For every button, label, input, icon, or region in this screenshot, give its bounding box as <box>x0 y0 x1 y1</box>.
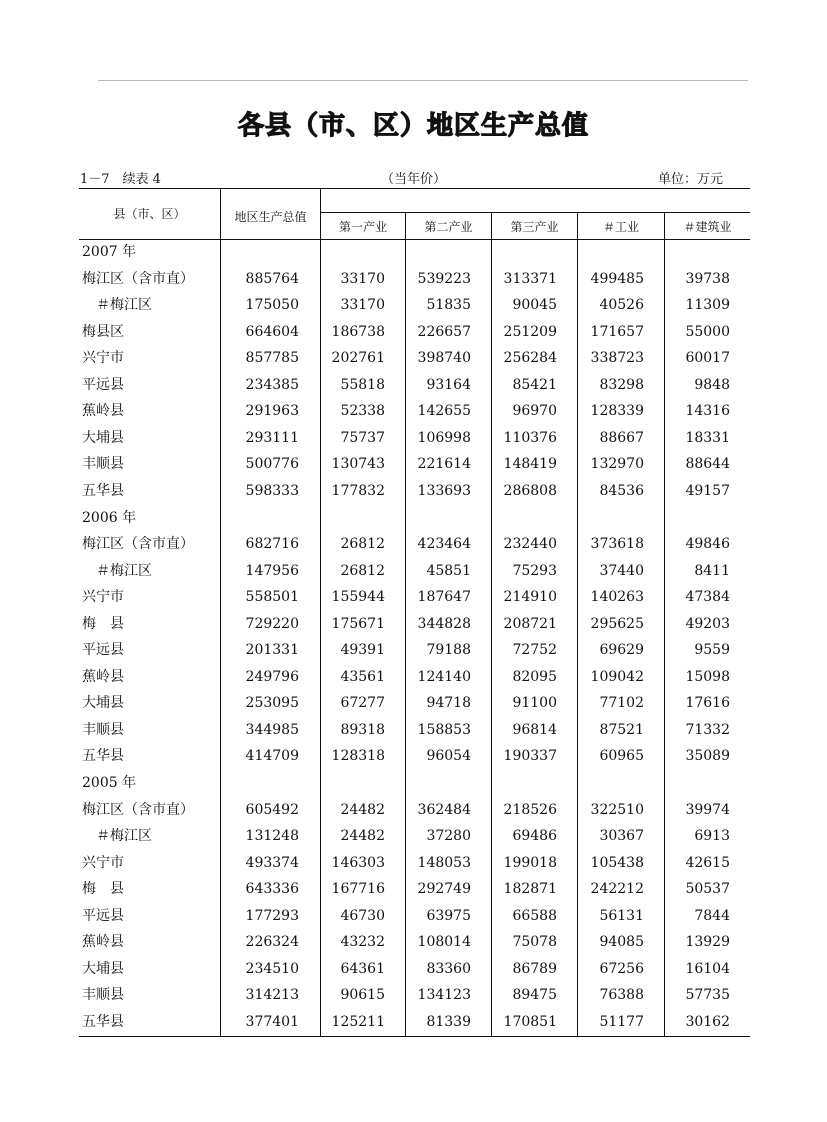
page-title: 各县（市、区）地区生产总值 <box>237 111 589 141</box>
col-divider <box>405 212 406 1036</box>
table-cell: 199018 <box>503 854 557 871</box>
table-cell: 51177 <box>599 1013 644 1030</box>
table-cell: 643336 <box>245 881 299 898</box>
row-label: 蕉岭县 <box>82 403 124 420</box>
table-cell: 108014 <box>417 934 471 951</box>
table-cell: 133693 <box>417 482 471 499</box>
table-cell: 91100 <box>512 695 557 712</box>
table-cell: 234510 <box>245 960 299 977</box>
row-label: 五华县 <box>82 482 124 499</box>
row-label: 兴宁市 <box>82 350 124 367</box>
table-cell: 7844 <box>694 907 730 924</box>
table-cell: 96814 <box>512 721 557 738</box>
row-label: 丰顺县 <box>82 987 124 1004</box>
table-cell: 190337 <box>503 748 557 765</box>
row-label: 兴宁市 <box>82 589 124 606</box>
table-cell: 67277 <box>340 695 385 712</box>
table-cell: 140263 <box>590 589 644 606</box>
table-cell: 175050 <box>245 297 299 314</box>
table-cell: 47384 <box>685 589 730 606</box>
header-sub-rule <box>320 212 750 213</box>
table-cell: 187647 <box>417 589 471 606</box>
table-cell: 77102 <box>599 695 644 712</box>
table-cell: 49203 <box>685 615 730 632</box>
table-cell: 539223 <box>417 270 471 287</box>
table-cell: 344985 <box>245 721 299 738</box>
table-cell: 9848 <box>694 376 730 393</box>
table-cell: 109042 <box>590 668 644 685</box>
table-cell: 75737 <box>340 429 385 446</box>
table-cell: 291963 <box>245 403 299 420</box>
table-cell: 234385 <box>245 376 299 393</box>
table-cell: 76388 <box>599 987 644 1004</box>
row-label: 蕉岭县 <box>82 934 124 951</box>
col-divider <box>664 212 665 1036</box>
table-cell: 57735 <box>685 987 730 1004</box>
table-cell: 90615 <box>340 987 385 1004</box>
table-cell: 24482 <box>340 801 385 818</box>
table-cell: 40526 <box>599 297 644 314</box>
row-label: ＃梅江区 <box>82 297 152 314</box>
table-cell: 49157 <box>685 482 730 499</box>
table-cell: 17616 <box>685 695 730 712</box>
table-cell: 148419 <box>503 456 557 473</box>
header-industry: ＃工业 <box>602 220 639 234</box>
table-cell: 251209 <box>503 323 557 340</box>
table-cell: 729220 <box>245 615 299 632</box>
table-cell: 605492 <box>245 801 299 818</box>
table-cell: 500776 <box>245 456 299 473</box>
table-cell: 110376 <box>503 429 557 446</box>
year-heading: 2006 年 <box>82 509 137 526</box>
header-secondary: 第二产业 <box>424 220 473 234</box>
row-label: 梅江区（含市直） <box>82 801 194 818</box>
table-cell: 49846 <box>685 536 730 553</box>
table-cell: 60965 <box>599 748 644 765</box>
table-cell: 177832 <box>331 482 385 499</box>
header-gdp: 地区生产总值 <box>234 210 307 224</box>
table-cell: 60017 <box>685 350 730 367</box>
table-cell: 186738 <box>331 323 385 340</box>
table-cell: 45851 <box>426 562 471 579</box>
table-cell: 18331 <box>685 429 730 446</box>
table-cell: 81339 <box>426 1013 471 1030</box>
table-cell: 49391 <box>340 642 385 659</box>
table-cell: 182871 <box>503 881 557 898</box>
table-cell: 338723 <box>590 350 644 367</box>
table-cell: 105438 <box>590 854 644 871</box>
col-divider <box>491 212 492 1036</box>
table-cell: 232440 <box>503 536 557 553</box>
table-cell: 124140 <box>417 668 471 685</box>
table-cell: 43561 <box>340 668 385 685</box>
row-label: 丰顺县 <box>82 456 124 473</box>
table-cell: 423464 <box>417 536 471 553</box>
table-cell: 226324 <box>245 934 299 951</box>
table-cell: 155944 <box>331 589 385 606</box>
table-cell: 14316 <box>685 403 730 420</box>
table-cell: 208721 <box>503 615 557 632</box>
table-cell: 202761 <box>331 350 385 367</box>
table-cell: 93164 <box>426 376 471 393</box>
table-cell: 142655 <box>417 403 471 420</box>
row-label: 梅 县 <box>82 615 124 632</box>
table-top-rule <box>79 188 750 189</box>
table-cell: 64361 <box>340 960 385 977</box>
table-cell: 16104 <box>685 960 730 977</box>
table-cell: 885764 <box>245 270 299 287</box>
table-cell: 88644 <box>685 456 730 473</box>
top-rule <box>98 80 748 81</box>
table-cell: 96970 <box>512 403 557 420</box>
row-label: ＃梅江区 <box>82 562 152 579</box>
table-cell: 30162 <box>685 1013 730 1030</box>
table-cell: 35089 <box>685 748 730 765</box>
table-cell: 344828 <box>417 615 471 632</box>
table-cell: 52338 <box>340 403 385 420</box>
table-cell: 9559 <box>694 642 730 659</box>
table-cell: 682716 <box>245 536 299 553</box>
table-cell: 84536 <box>599 482 644 499</box>
table-cell: 37280 <box>426 828 471 845</box>
table-cell: 86789 <box>512 960 557 977</box>
table-cell: 79188 <box>426 642 471 659</box>
unit-label: 单位：万元 <box>657 172 723 187</box>
table-cell: 46730 <box>340 907 385 924</box>
table-cell: 362484 <box>417 801 471 818</box>
table-cell: 558501 <box>245 589 299 606</box>
table-cell: 293111 <box>245 429 299 446</box>
table-cell: 226657 <box>417 323 471 340</box>
table-cell: 167716 <box>331 881 385 898</box>
table-cell: 24482 <box>340 828 385 845</box>
table-cell: 89318 <box>340 721 385 738</box>
table-cell: 292749 <box>417 881 471 898</box>
header-construction: ＃建筑业 <box>683 220 732 234</box>
table-cell: 158853 <box>417 721 471 738</box>
table-cell: 26812 <box>340 536 385 553</box>
table-cell: 69486 <box>512 828 557 845</box>
table-cell: 39738 <box>685 270 730 287</box>
table-cell: 499485 <box>590 270 644 287</box>
table-cell: 83298 <box>599 376 644 393</box>
table-cell: 82095 <box>512 668 557 685</box>
table-cell: 33170 <box>340 270 385 287</box>
table-cell: 85421 <box>512 376 557 393</box>
table-cell: 218526 <box>503 801 557 818</box>
table-cell: 87521 <box>599 721 644 738</box>
table-cell: 75293 <box>512 562 557 579</box>
table-cell: 128339 <box>590 403 644 420</box>
table-cell: 256284 <box>503 350 557 367</box>
table-cell: 94085 <box>599 934 644 951</box>
row-label: 丰顺县 <box>82 721 124 738</box>
table-cell: 377401 <box>245 1013 299 1030</box>
table-cell: 13929 <box>685 934 730 951</box>
table-cell: 89475 <box>512 987 557 1004</box>
header-tertiary: 第三产业 <box>510 220 559 234</box>
table-cell: 6913 <box>694 828 730 845</box>
header-primary: 第一产业 <box>338 220 387 234</box>
table-cell: 857785 <box>245 350 299 367</box>
table-cell: 26812 <box>340 562 385 579</box>
col-divider <box>577 212 578 1036</box>
table-cell: 322510 <box>590 801 644 818</box>
table-cell: 598333 <box>245 482 299 499</box>
price-note: （当年价） <box>380 172 446 187</box>
table-cell: 221614 <box>417 456 471 473</box>
row-label: 大埔县 <box>82 429 124 446</box>
table-cell: 313371 <box>503 270 557 287</box>
table-cell: 30367 <box>599 828 644 845</box>
row-label: 五华县 <box>82 748 124 765</box>
table-cell: 373618 <box>590 536 644 553</box>
table-cell: 132970 <box>590 456 644 473</box>
table-cell: 295625 <box>590 615 644 632</box>
table-cell: 11309 <box>685 297 730 314</box>
table-cell: 177293 <box>245 907 299 924</box>
table-cell: 42615 <box>685 854 730 871</box>
table-cell: 39974 <box>685 801 730 818</box>
table-cell: 249796 <box>245 668 299 685</box>
table-cell: 664604 <box>245 323 299 340</box>
row-label: 蕉岭县 <box>82 668 124 685</box>
row-label: 梅县区 <box>82 323 124 340</box>
table-cell: 147956 <box>245 562 299 579</box>
col-divider <box>320 188 321 1036</box>
table-cell: 51835 <box>426 297 471 314</box>
table-cell: 90045 <box>512 297 557 314</box>
col-divider <box>220 188 221 1036</box>
table-cell: 398740 <box>417 350 471 367</box>
table-cell: 96054 <box>426 748 471 765</box>
table-cell: 134123 <box>417 987 471 1004</box>
table-cell: 69629 <box>599 642 644 659</box>
year-heading: 2007 年 <box>82 244 137 260</box>
row-label: ＃梅江区 <box>82 828 152 845</box>
table-cell: 201331 <box>245 642 299 659</box>
row-label: 平远县 <box>82 642 124 659</box>
table-cell: 253095 <box>245 695 299 712</box>
table-cell: 15098 <box>685 668 730 685</box>
table-cell: 214910 <box>503 589 557 606</box>
row-label: 平远县 <box>82 376 124 393</box>
table-cell: 148053 <box>417 854 471 871</box>
table-cell: 43232 <box>340 934 385 951</box>
row-label: 五华县 <box>82 1013 124 1030</box>
table-cell: 128318 <box>331 748 385 765</box>
row-label: 梅江区（含市直） <box>82 270 194 287</box>
row-label: 兴宁市 <box>82 854 124 871</box>
table-cell: 170851 <box>503 1013 557 1030</box>
header-bottom-rule <box>79 239 750 240</box>
row-label: 平远县 <box>82 907 124 924</box>
table-cell: 56131 <box>599 907 644 924</box>
table-cell: 175671 <box>331 615 385 632</box>
table-cell: 242212 <box>590 881 644 898</box>
row-label: 大埔县 <box>82 960 124 977</box>
table-cell: 493374 <box>245 854 299 871</box>
table-cell: 88667 <box>599 429 644 446</box>
table-cell: 286808 <box>503 482 557 499</box>
table-cell: 72752 <box>512 642 557 659</box>
table-cell: 314213 <box>245 987 299 1004</box>
row-label: 大埔县 <box>82 695 124 712</box>
table-cell: 71332 <box>685 721 730 738</box>
table-cell: 75078 <box>512 934 557 951</box>
header-county: 县（市、区） <box>113 207 186 221</box>
table-number: 1－7 续表 4 <box>80 172 161 187</box>
table-cell: 414709 <box>245 748 299 765</box>
table-cell: 63975 <box>426 907 471 924</box>
table-cell: 67256 <box>599 960 644 977</box>
table-cell: 55818 <box>340 376 385 393</box>
table-cell: 33170 <box>340 297 385 314</box>
row-label: 梅 县 <box>82 881 124 898</box>
table-cell: 125211 <box>331 1013 385 1030</box>
table-cell: 66588 <box>512 907 557 924</box>
table-cell: 171657 <box>590 323 644 340</box>
year-heading: 2005 年 <box>82 775 137 791</box>
table-cell: 106998 <box>417 429 471 446</box>
table-cell: 94718 <box>426 695 471 712</box>
table-cell: 131248 <box>245 828 299 845</box>
table-cell: 130743 <box>331 456 385 473</box>
table-cell: 37440 <box>599 562 644 579</box>
table-cell: 83360 <box>426 960 471 977</box>
table-cell: 55000 <box>685 323 730 340</box>
table-cell: 50537 <box>685 881 730 898</box>
row-label: 梅江区（含市直） <box>82 536 194 553</box>
table-cell: 146303 <box>331 854 385 871</box>
table-bottom-rule <box>79 1036 750 1037</box>
table-cell: 8411 <box>694 562 730 579</box>
